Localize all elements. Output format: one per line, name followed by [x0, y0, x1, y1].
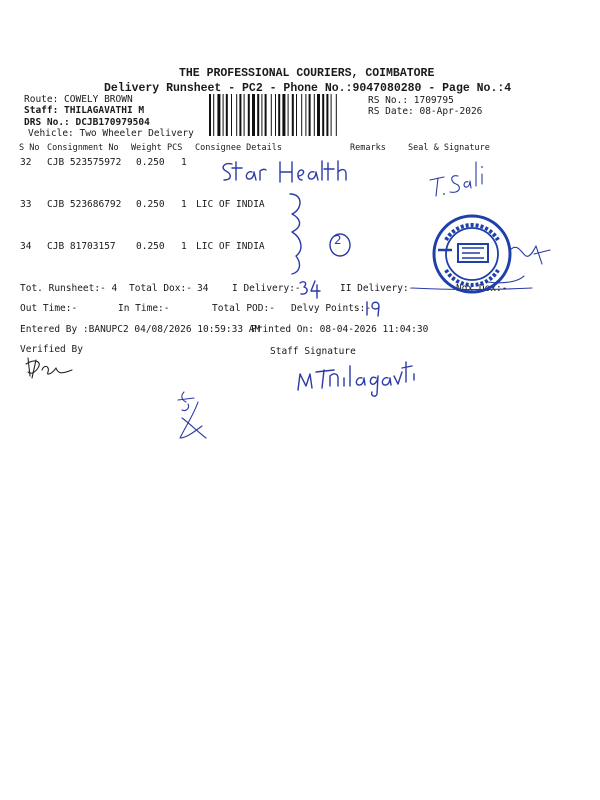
total-dox-value: 34 — [197, 283, 209, 294]
col-weight: Weight — [131, 143, 162, 153]
row-weight: 0.250 — [136, 157, 165, 168]
vehicle: Vehicle: Two Wheeler Delivery — [28, 128, 194, 139]
staff-handwritten-signature — [294, 352, 418, 400]
verifier-signature — [22, 354, 76, 380]
out-time-label: Out Time:- — [20, 303, 78, 314]
staff-signature-label: Staff Signature — [270, 346, 356, 357]
handwritten-circled-number: 2 — [334, 233, 342, 247]
col-sno: S No — [19, 143, 40, 153]
company-title: THE PROFESSIONAL COURIERS, COIMBATORE — [179, 67, 435, 80]
drs-number: DRS No.: DCJB170979504 — [24, 117, 150, 128]
row-sno: 32 — [20, 157, 32, 168]
handwritten-signature-line — [410, 284, 560, 296]
row-consignment: CJB 523686792 — [47, 199, 122, 210]
row-pcs: 1 — [181, 199, 187, 210]
row-weight: 0.250 — [136, 199, 165, 210]
ii-delivery-label: II Delivery:- — [340, 283, 415, 294]
runsheet-title: Delivery Runsheet - PC2 - Phone No.:9047080280 - Page No.:4 — [104, 82, 512, 95]
col-consignee: Consignee Details — [195, 143, 282, 153]
row-pcs: 1 — [181, 241, 187, 252]
handwritten-scribble — [170, 388, 218, 446]
printed-on: Printed On: 08-04-2026 11:04:30 — [251, 324, 429, 335]
col-consignment: Consignment No — [47, 143, 119, 153]
delvy-points-label: Delvy Points:- — [291, 303, 372, 314]
total-pod-label: Total POD:- — [212, 303, 275, 314]
col-remarks: Remarks — [350, 143, 386, 153]
staff: Staff: THILAGAVATHI M — [24, 105, 145, 116]
row-weight: 0.250 — [136, 241, 165, 252]
handwritten-signature-tsali — [424, 152, 504, 204]
barcode — [207, 94, 367, 138]
row-sno: 34 — [20, 241, 32, 252]
in-time-label: In Time:- — [118, 303, 170, 314]
row-sno: 33 — [20, 199, 32, 210]
verified-by-label: Verified By — [20, 344, 83, 355]
col-pcs: PCS — [167, 143, 183, 153]
tot-runsheet: Tot. Runsheet:- 4 — [20, 283, 118, 294]
col-seal-signature: Seal & Signature — [408, 143, 490, 153]
handwritten-delvy-points-value — [363, 298, 383, 318]
row-consignee: LIC OF INDIA — [196, 199, 265, 210]
total-dox-label: Total Dox:- — [129, 283, 192, 294]
rs-number: RS No.: 1709795 — [368, 95, 454, 106]
row-consignment: CJB 523575972 — [47, 157, 122, 168]
handwritten-bracket-mark — [282, 190, 362, 278]
row-pcs: 1 — [181, 157, 187, 168]
handwritten-consignee-star-health — [218, 158, 358, 188]
row-consignment: CJB 81703157 — [47, 241, 116, 252]
row-consignee: LIC OF INDIA — [196, 241, 265, 252]
ndx-dox-label: Ndx Dox:- — [456, 283, 508, 294]
i-delivery-label: I Delivery:- — [232, 283, 301, 294]
rs-date: RS Date: 08-Apr-2026 — [368, 106, 483, 117]
handwritten-i-delivery-value — [297, 278, 323, 300]
route: Route: COWELY BROWN — [24, 94, 133, 105]
entered-by: Entered By :BANUPC2 04/08/2026 10:59:33 AM — [20, 324, 261, 335]
